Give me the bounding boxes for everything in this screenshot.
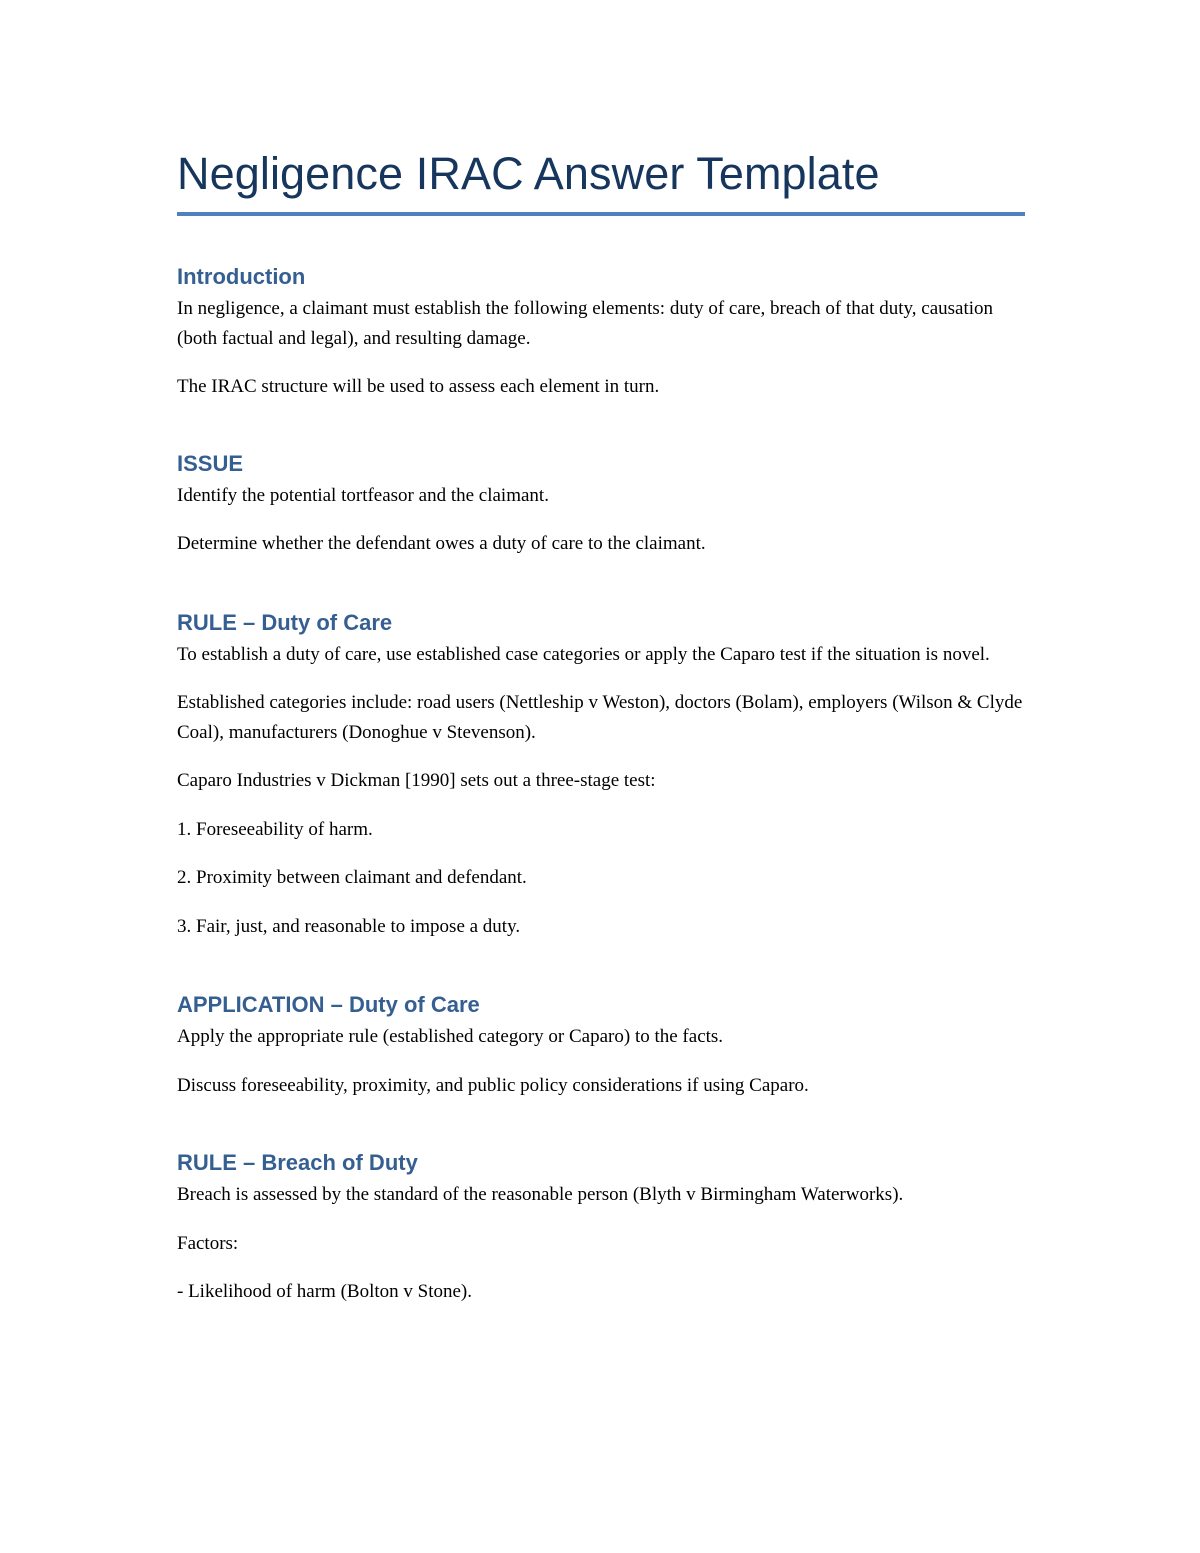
section-rule-duty-of-care (177, 608, 1025, 942)
section-introduction (177, 262, 1025, 402)
list-item: 3. Fair, just, and reasonable to impose a duty. (177, 915, 521, 937)
paragraph: Caparo Industries v Dickman [1990] sets out a three-stage test: (177, 770, 656, 791)
section-issue (177, 449, 1025, 559)
paragraph: To establish a duty of care, use established case categories or apply the Caparo test if the situation is novel. (177, 643, 990, 665)
section-heading: Introduction (177, 264, 306, 289)
title-underline (177, 212, 1025, 216)
paragraph: Discuss foreseeability, proximity, and public policy considerations if using Caparo. (177, 1074, 809, 1096)
paragraph: Established categories include: road users (Nettleship v Weston), doctors (Bolam), employers (Wilson & Clyde Coal), manufacturers (Donoghue v Stevenson). (177, 692, 1023, 743)
section-heading: APPLICATION – Duty of Care (177, 992, 480, 1017)
section-heading: RULE – Duty of Care (177, 609, 393, 635)
section-application-duty-of-care (177, 990, 1025, 1100)
document-title: Negligence IRAC Answer Template (177, 148, 880, 199)
list-item: - Likelihood of harm (Bolton v Stone). (177, 1281, 472, 1302)
section-heading: RULE – Breach of Duty (177, 1150, 418, 1175)
paragraph: Factors: (177, 1232, 239, 1254)
paragraph: Identify the potential tortfeasor and the claimant. (177, 484, 549, 506)
paragraph: Apply the appropriate rule (established category or Caparo) to the facts. (177, 1026, 724, 1047)
document-body (177, 140, 1025, 1307)
paragraph: The IRAC structure will be used to assess each element in turn. (177, 376, 660, 397)
list-item: 1. Foreseeability of harm. (177, 818, 373, 840)
list-item: 2. Proximity between claimant and defendant. (177, 867, 527, 888)
paragraph: Breach is assessed by the standard of the reasonable person (Blyth v Birmingham Waterworks). (177, 1184, 904, 1205)
section-heading: ISSUE (177, 450, 244, 476)
section-rule-breach-of-duty (177, 1148, 1025, 1307)
paragraph: Determine whether the defendant owes a duty of care to the claimant. (177, 533, 706, 554)
paragraph: In negligence, a claimant must establish the following elements: duty of care, breach of that duty, causation (both factual and legal), and resulting damage. (177, 298, 994, 349)
